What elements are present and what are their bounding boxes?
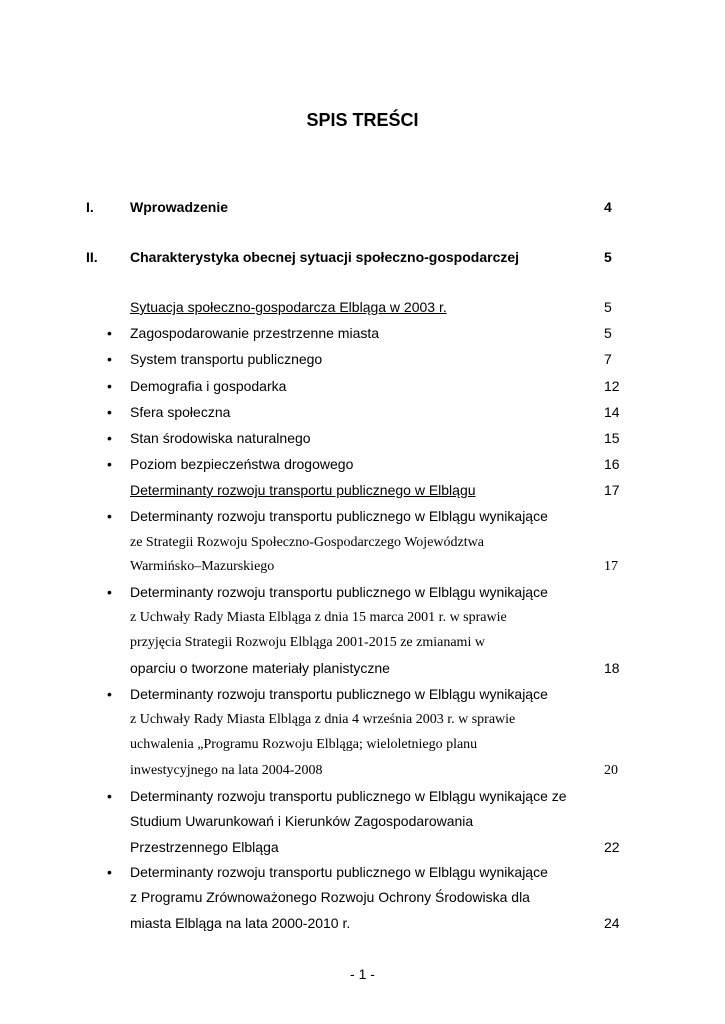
toc-item-line: Determinanty rozwoju transportu publicznego w Elblągu wynikające ze	[130, 788, 567, 804]
toc-item-line: Determinanty rozwoju transportu publicznego w Elblągu wynikające	[130, 508, 548, 524]
subsection-page: 17	[604, 482, 620, 498]
toc-item-line: Warmińsko–Mazurskiego	[130, 559, 275, 574]
toc-item-line: Determinanty rozwoju transportu publicznego w Elblągu wynikające	[130, 584, 548, 600]
section-number: I.	[86, 199, 94, 215]
bullet-icon: •	[107, 404, 112, 420]
toc-item-line: uchwalenia „Programu Rozwoju Elbląga; wieloletniego planu	[130, 737, 478, 752]
toc-item-page: 22	[604, 839, 620, 855]
toc-item-page: 18	[604, 660, 620, 676]
page-number-footer: - 1 -	[350, 966, 375, 982]
toc-item-page: 17	[604, 559, 618, 574]
toc-item-line: Determinanty rozwoju transportu publicznego w Elblągu wynikające	[130, 686, 548, 702]
toc-item: Zagospodarowanie przestrzenne miasta	[130, 325, 380, 341]
toc-item: Sfera społeczna	[130, 404, 231, 420]
toc-item-line: Przestrzennego Elbląga	[130, 839, 279, 855]
bullet-icon: •	[107, 325, 112, 341]
toc-item-line: przyjęcia Strategii Rozwoju Elbląga 2001-2015 ze zmianami w	[130, 635, 485, 650]
bullet-icon: •	[107, 584, 112, 600]
toc-item-page: 24	[604, 915, 620, 931]
subsection-title: Determinanty rozwoju transportu publicznego w Elblągu	[130, 482, 476, 498]
section-number: II.	[86, 249, 98, 265]
toc-item-line: ze Strategii Rozwoju Społeczno-Gospodarczego Województwa	[130, 535, 484, 550]
subsection-title: Sytuacja społeczno-gospodarcza Elbląga w 2003 r.	[130, 299, 447, 315]
toc-item: Stan środowiska naturalnego	[130, 430, 311, 446]
toc-item-line: z Uchwały Rady Miasta Elbląga z dnia 4 września 2003 r. w sprawie	[130, 712, 516, 727]
toc-item: System transportu publicznego	[130, 351, 323, 367]
bullet-icon: •	[107, 351, 112, 367]
bullet-icon: •	[107, 864, 112, 880]
section-page: 4	[604, 199, 612, 215]
toc-item-page: 12	[604, 378, 620, 394]
bullet-icon: •	[107, 430, 112, 446]
subsection-page: 5	[604, 299, 612, 315]
section-title: Charakterystyka obecnej sytuacji społeczno-gospodarczej	[130, 249, 520, 265]
toc-item-line: z Programu Zrównoważonego Rozwoju Ochrony Środowiska dla	[130, 889, 530, 905]
toc-item: Demografia i gospodarka	[130, 378, 287, 394]
bullet-icon: •	[107, 508, 112, 524]
toc-item-line: inwestycyjnego na lata 2004-2008	[130, 763, 323, 778]
toc-item-line: z Uchwały Rady Miasta Elbląga z dnia 15 marca 2001 r. w sprawie	[130, 610, 507, 625]
bullet-icon: •	[107, 788, 112, 804]
toc-item-page: 7	[604, 351, 612, 367]
section-title: Wprowadzenie	[130, 199, 229, 215]
toc-item-line: Determinanty rozwoju transportu publicznego w Elblągu wynikające	[130, 864, 548, 880]
toc-item-page: 20	[604, 763, 618, 778]
section-page: 5	[604, 249, 612, 265]
toc-item-page: 14	[604, 404, 620, 420]
bullet-icon: •	[107, 686, 112, 702]
page-title: SPIS TREŚCI	[306, 110, 419, 130]
bullet-icon: •	[107, 378, 112, 394]
toc-item-page: 16	[604, 456, 620, 472]
toc-item: Poziom bezpieczeństwa drogowego	[130, 456, 354, 472]
bullet-icon: •	[107, 456, 112, 472]
toc-item-page: 5	[604, 325, 612, 341]
toc-item-line: miasta Elbląga na lata 2000-2010 r.	[130, 915, 351, 931]
toc-item-line: Studium Uwarunkowań i Kierunków Zagospodarowania	[130, 813, 474, 829]
toc-item-line: oparciu o tworzone materiały planistyczne	[130, 660, 390, 676]
toc-item-page: 15	[604, 430, 620, 446]
